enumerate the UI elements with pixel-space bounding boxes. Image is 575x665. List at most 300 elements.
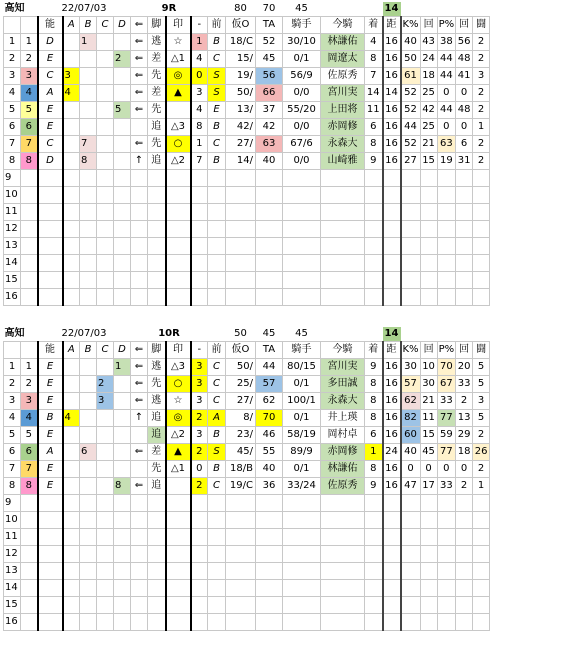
row-kyaku [148, 512, 166, 529]
row-kishu: 0/1 [283, 51, 321, 68]
row-mae [208, 597, 226, 614]
row-k2: 20 [456, 359, 473, 376]
row-d [114, 119, 131, 136]
row-pp: 70 [437, 359, 456, 376]
row-waku [21, 187, 38, 204]
row-kp: 82 [401, 410, 421, 427]
empty-row [4, 255, 490, 272]
row-ima: 永森大 [321, 136, 365, 153]
row-kishu [283, 204, 321, 221]
row-b [80, 410, 97, 427]
row-shirushi [166, 597, 191, 614]
row-k2 [456, 580, 473, 597]
row-kishu: 0/0 [283, 153, 321, 170]
row-c [97, 272, 114, 289]
row-d [114, 255, 131, 272]
row-tou [473, 529, 490, 546]
row-pp [437, 563, 456, 580]
row-kari [226, 563, 256, 580]
row-kyaku [148, 529, 166, 546]
empty-row [4, 512, 490, 529]
row-d [114, 580, 131, 597]
column-header: TA [256, 342, 283, 359]
race-date: 22/07/03 [38, 2, 131, 17]
row-chaku: 6 [365, 119, 383, 136]
row-arr [131, 427, 148, 444]
column-header: D [114, 342, 131, 359]
spacer [191, 2, 226, 17]
row-a [63, 597, 80, 614]
distance-label: 14 [383, 2, 401, 17]
table-row [4, 461, 490, 478]
row-nou [38, 529, 63, 546]
row-tou: 5 [473, 359, 490, 376]
row-ta [256, 289, 283, 306]
row-m [191, 580, 208, 597]
row-c [97, 478, 114, 495]
row-k2 [456, 563, 473, 580]
row-chaku [365, 187, 383, 204]
row-waku: 5 [21, 102, 38, 119]
row-kari: 27/ [226, 136, 256, 153]
row-k1: 25 [420, 119, 437, 136]
row-ima: 岡村卓 [321, 427, 365, 444]
row-ta [256, 170, 283, 187]
row-c [97, 238, 114, 255]
row-tou [473, 580, 490, 597]
row-shirushi: ▲ [166, 85, 191, 102]
row-ta: 46 [256, 427, 283, 444]
row-m [191, 221, 208, 238]
row-chaku [365, 272, 383, 289]
row-shirushi [166, 512, 191, 529]
row-kp [401, 597, 421, 614]
row-k2: 2 [456, 393, 473, 410]
row-b [80, 102, 97, 119]
row-c: 3 [97, 393, 114, 410]
column-header: 回 [456, 17, 473, 34]
row-chaku: 8 [365, 410, 383, 427]
row-m: 3 [191, 393, 208, 410]
row-tou [473, 512, 490, 529]
row-kishu [283, 580, 321, 597]
row-k1: 45 [420, 444, 437, 461]
row-no: 11 [4, 204, 21, 221]
row-k1: 24 [420, 51, 437, 68]
row-shirushi [166, 546, 191, 563]
row-shirushi: △1 [166, 461, 191, 478]
column-header: 距 [383, 17, 401, 34]
row-arr [131, 272, 148, 289]
row-b [80, 170, 97, 187]
row-kyaku: 追 [148, 427, 166, 444]
table-row [4, 85, 490, 102]
row-shirushi: ▲ [166, 444, 191, 461]
score-3: 45 [283, 2, 321, 17]
row-chaku [365, 170, 383, 187]
row-kishu [283, 495, 321, 512]
row-tou: 3 [473, 68, 490, 85]
row-c [97, 85, 114, 102]
row-waku: 2 [21, 51, 38, 68]
row-d [114, 153, 131, 170]
row-kyori [383, 580, 401, 597]
row-no: 5 [4, 427, 21, 444]
row-mae: E [208, 102, 226, 119]
row-d [114, 34, 131, 51]
row-mae: C [208, 376, 226, 393]
row-b [80, 529, 97, 546]
row-shirushi [166, 272, 191, 289]
row-ima: 上田将 [321, 102, 365, 119]
row-k1 [420, 512, 437, 529]
row-ta: 57 [256, 376, 283, 393]
row-nou: E [38, 393, 63, 410]
table-row [4, 34, 490, 51]
row-shirushi [166, 204, 191, 221]
row-k1: 17 [420, 478, 437, 495]
column-header: 闘 [473, 17, 490, 34]
row-pp: 44 [437, 51, 456, 68]
row-kyori [383, 255, 401, 272]
row-kyaku [148, 614, 166, 631]
row-ima [321, 204, 365, 221]
empty-row [4, 187, 490, 204]
row-kyori: 16 [383, 478, 401, 495]
row-chaku: 6 [365, 427, 383, 444]
row-kishu: 33/24 [283, 478, 321, 495]
row-kyaku: 逃 [148, 393, 166, 410]
row-no: 9 [4, 495, 21, 512]
row-no: 1 [4, 359, 21, 376]
row-ima: 佐原秀 [321, 478, 365, 495]
row-tou: 2 [473, 153, 490, 170]
row-d [114, 546, 131, 563]
row-no: 14 [4, 580, 21, 597]
row-ima [321, 580, 365, 597]
row-no: 9 [4, 170, 21, 187]
row-a [63, 427, 80, 444]
row-pp: 77 [437, 410, 456, 427]
row-kyori: 16 [383, 427, 401, 444]
row-k1 [420, 563, 437, 580]
row-d [114, 238, 131, 255]
row-k1: 42 [420, 102, 437, 119]
row-d: 2 [114, 51, 131, 68]
row-no: 6 [4, 444, 21, 461]
row-k1 [420, 187, 437, 204]
row-tou [473, 221, 490, 238]
row-shirushi: △2 [166, 153, 191, 170]
row-d [114, 563, 131, 580]
row-pp [437, 580, 456, 597]
row-no: 3 [4, 68, 21, 85]
row-ima: 赤岡修 [321, 444, 365, 461]
race-table-1 [3, 2, 490, 306]
row-tou [473, 204, 490, 221]
row-kishu [283, 272, 321, 289]
score-3: 45 [283, 327, 321, 342]
row-mae [208, 614, 226, 631]
row-pp [437, 204, 456, 221]
table-row [4, 153, 490, 170]
row-mae [208, 563, 226, 580]
row-arr [131, 461, 148, 478]
row-a [63, 478, 80, 495]
row-k1 [420, 272, 437, 289]
row-no: 1 [4, 34, 21, 51]
row-no: 10 [4, 512, 21, 529]
row-ima: 岡遼太 [321, 51, 365, 68]
row-nou: E [38, 461, 63, 478]
column-header: 仮O [226, 342, 256, 359]
row-a [63, 512, 80, 529]
row-kishu: 0/1 [283, 410, 321, 427]
row-pp [437, 272, 456, 289]
row-kyori [383, 495, 401, 512]
row-d [114, 614, 131, 631]
row-arr: ↑ [131, 153, 148, 170]
row-k2: 48 [456, 102, 473, 119]
row-kyori [383, 187, 401, 204]
row-a [63, 238, 80, 255]
row-m: 2 [191, 444, 208, 461]
row-kp: 30 [401, 359, 421, 376]
row-shirushi: △2 [166, 427, 191, 444]
row-kp: 61 [401, 68, 421, 85]
row-arr [131, 255, 148, 272]
row-c [97, 170, 114, 187]
row-d [114, 68, 131, 85]
row-k2 [456, 289, 473, 306]
table-row [4, 376, 490, 393]
row-k2 [456, 170, 473, 187]
row-no: 2 [4, 51, 21, 68]
row-b [80, 563, 97, 580]
header-blank [4, 17, 21, 34]
row-nou [38, 187, 63, 204]
row-kari: 45/ [226, 444, 256, 461]
column-header: 騎手 [283, 342, 321, 359]
row-arr [131, 512, 148, 529]
empty-row [4, 529, 490, 546]
row-ta: 40 [256, 461, 283, 478]
row-k2: 2 [456, 478, 473, 495]
row-ta: 62 [256, 393, 283, 410]
table-row [4, 478, 490, 495]
row-kyaku [148, 221, 166, 238]
row-d [114, 136, 131, 153]
row-kp: 44 [401, 119, 421, 136]
row-shirushi: ○ [166, 376, 191, 393]
row-shirushi [166, 187, 191, 204]
row-kyaku [148, 495, 166, 512]
row-k1: 10 [420, 359, 437, 376]
row-kyaku: 先 [148, 461, 166, 478]
row-ima: 宮川実 [321, 359, 365, 376]
row-shirushi: ◎ [166, 410, 191, 427]
row-waku: 7 [21, 136, 38, 153]
row-b [80, 221, 97, 238]
row-arr [131, 119, 148, 136]
row-a [63, 289, 80, 306]
row-kishu [283, 614, 321, 631]
row-c [97, 512, 114, 529]
row-k1: 25 [420, 85, 437, 102]
row-c: 2 [97, 376, 114, 393]
row-ta [256, 580, 283, 597]
row-nou: E [38, 102, 63, 119]
row-ima [321, 238, 365, 255]
row-a [63, 51, 80, 68]
row-kp: 52 [401, 136, 421, 153]
column-header: TA [256, 17, 283, 34]
row-ta: 44 [256, 359, 283, 376]
row-b: 6 [80, 444, 97, 461]
row-kp [401, 255, 421, 272]
row-tou: 2 [473, 427, 490, 444]
row-ima: 宮川実 [321, 85, 365, 102]
row-b [80, 393, 97, 410]
empty-row [4, 238, 490, 255]
row-a [63, 461, 80, 478]
row-b [80, 119, 97, 136]
row-kyori [383, 563, 401, 580]
row-ima: 永森大 [321, 393, 365, 410]
table-row [4, 119, 490, 136]
row-no: 3 [4, 393, 21, 410]
row-k1 [420, 580, 437, 597]
row-nou: E [38, 51, 63, 68]
row-a [63, 495, 80, 512]
row-kari [226, 546, 256, 563]
row-kari: 23/ [226, 427, 256, 444]
row-c [97, 461, 114, 478]
row-kyori [383, 204, 401, 221]
row-m: 0 [191, 461, 208, 478]
row-b: 7 [80, 136, 97, 153]
row-chaku: 7 [365, 68, 383, 85]
row-pp: 0 [437, 85, 456, 102]
row-mae [208, 255, 226, 272]
row-k1 [420, 495, 437, 512]
row-m: 3 [191, 85, 208, 102]
row-shirushi [166, 221, 191, 238]
row-k1 [420, 221, 437, 238]
row-kishu [283, 221, 321, 238]
row-k1 [420, 614, 437, 631]
row-m: 3 [191, 359, 208, 376]
spacer [401, 327, 490, 342]
row-shirushi [166, 170, 191, 187]
row-shirushi: △3 [166, 119, 191, 136]
row-c [97, 563, 114, 580]
row-arr [131, 170, 148, 187]
score-2: 70 [256, 2, 283, 17]
row-kari: 18/C [226, 34, 256, 51]
row-ima [321, 546, 365, 563]
row-waku [21, 580, 38, 597]
row-ima [321, 529, 365, 546]
row-arr: ⇐ [131, 85, 148, 102]
row-b [80, 68, 97, 85]
column-header: - [191, 17, 208, 34]
row-kishu: 0/1 [283, 461, 321, 478]
row-kp [401, 204, 421, 221]
row-k1 [420, 204, 437, 221]
row-pp [437, 289, 456, 306]
row-ima: 林謙佑 [321, 461, 365, 478]
spacer [191, 327, 226, 342]
row-shirushi [166, 580, 191, 597]
row-b [80, 255, 97, 272]
row-a [63, 119, 80, 136]
row-arr [131, 529, 148, 546]
row-d: 5 [114, 102, 131, 119]
row-k2: 31 [456, 153, 473, 170]
row-tou: 2 [473, 34, 490, 51]
row-kyori [383, 597, 401, 614]
column-header: 前 [208, 342, 226, 359]
row-mae [208, 289, 226, 306]
row-ima [321, 221, 365, 238]
row-kyaku [148, 289, 166, 306]
row-ta [256, 512, 283, 529]
column-header: 印 [166, 342, 191, 359]
row-ta [256, 255, 283, 272]
row-k2 [456, 238, 473, 255]
row-kyaku [148, 546, 166, 563]
column-header: 印 [166, 17, 191, 34]
column-header: P% [437, 17, 456, 34]
row-tou [473, 272, 490, 289]
row-no: 8 [4, 153, 21, 170]
row-kyori: 16 [383, 34, 401, 51]
row-chaku: 4 [365, 34, 383, 51]
row-shirushi: △1 [166, 51, 191, 68]
row-kyaku: 差 [148, 51, 166, 68]
column-header: 距 [383, 342, 401, 359]
row-kp [401, 221, 421, 238]
row-chaku [365, 597, 383, 614]
row-chaku: 8 [365, 51, 383, 68]
row-kp: 52 [401, 102, 421, 119]
row-a [63, 34, 80, 51]
row-d [114, 461, 131, 478]
column-header: 回 [420, 17, 437, 34]
column-header: C [97, 342, 114, 359]
row-nou: E [38, 376, 63, 393]
row-ta: 36 [256, 478, 283, 495]
row-kari [226, 529, 256, 546]
row-k1 [420, 289, 437, 306]
row-no: 13 [4, 563, 21, 580]
row-kishu: 58/19 [283, 427, 321, 444]
row-kyori: 16 [383, 102, 401, 119]
row-shirushi [166, 102, 191, 119]
row-k2 [456, 614, 473, 631]
table-row [4, 444, 490, 461]
row-ima [321, 187, 365, 204]
row-b [80, 614, 97, 631]
row-c [97, 68, 114, 85]
row-c [97, 546, 114, 563]
row-kishu [283, 238, 321, 255]
row-kishu [283, 289, 321, 306]
row-chaku: 9 [365, 153, 383, 170]
row-k1 [420, 546, 437, 563]
row-nou [38, 546, 63, 563]
